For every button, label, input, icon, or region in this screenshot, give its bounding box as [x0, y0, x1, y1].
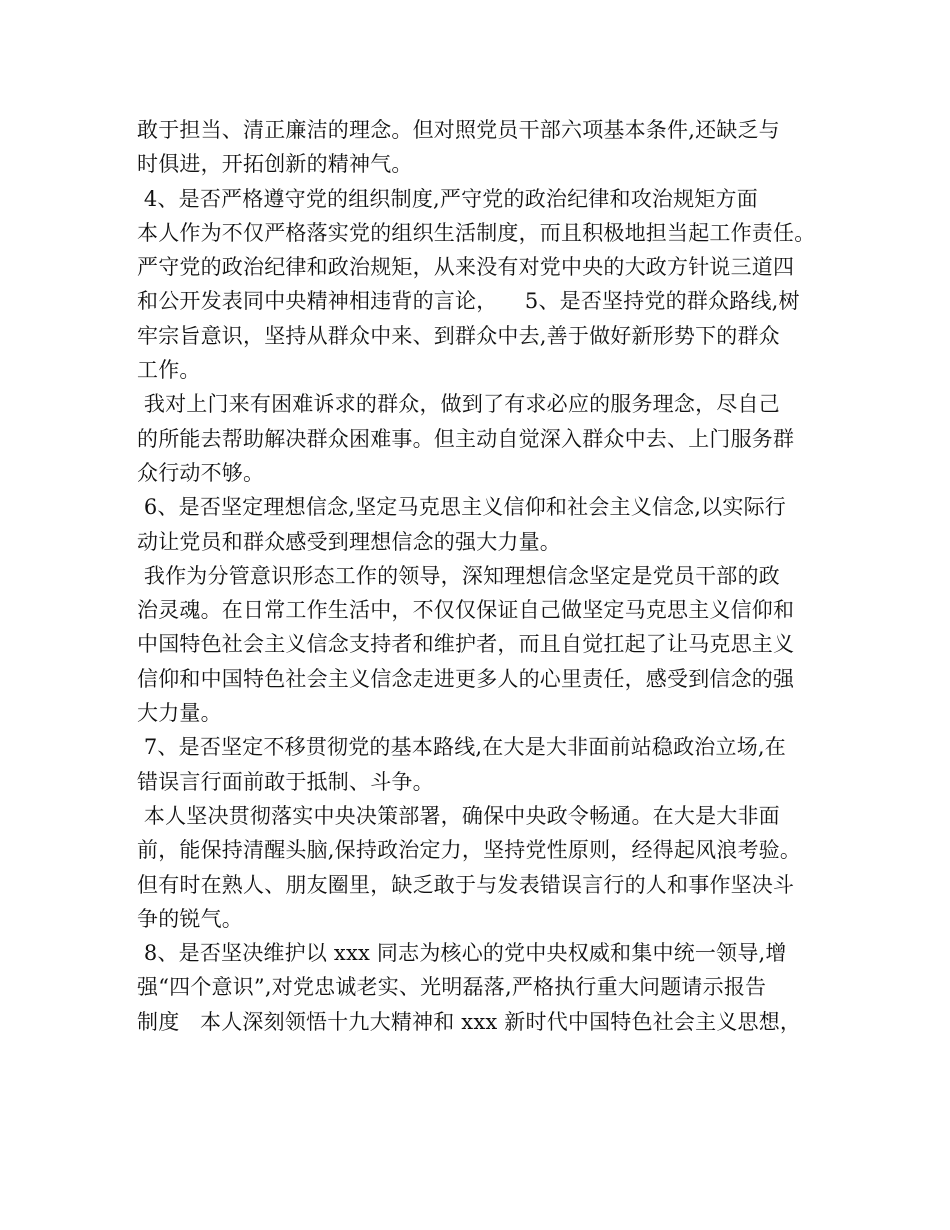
- text-line: 本人坚决贯彻落实中央决策部署，确保中央政令畅通。在大是大非面: [137, 803, 780, 828]
- text-line: 众行动不够。: [137, 460, 265, 485]
- text-line: 动让党员和群众感受到理想信念的强大力量。: [137, 529, 561, 554]
- text-line: 4、是否严格遵守党的组织制度,严守党的政治纪律和攻治规矩方面: [137, 186, 758, 211]
- text-line: 大力量。: [137, 701, 222, 726]
- text-line: 争的锐气。: [137, 906, 243, 931]
- text-line: 的所能去帮助解决群众困难事。但主动自觉深入群众中去、上门服务群: [137, 426, 795, 451]
- text-line: 我对上门来有困难诉求的群众，做到了有求必应的服务理念，尽自己: [137, 392, 780, 417]
- text-line: 牢宗旨意识，坚持从群众中来、到群众中去,善于做好新形势下的群众: [137, 323, 780, 348]
- text-line: 强“四个意识”,对党忠诚老实、光明磊落,严格执行重大问题请示报告: [137, 975, 767, 1000]
- text-line: 我作为分管意识形态工作的领导，深知理想信念坚定是党员干部的政: [137, 563, 780, 588]
- text-line: 敢于担当、清正廉洁的理念。但对照党员干部六项基本条件,还缺乏与: [137, 118, 780, 142]
- text-line: 信仰和中国特色社会主义信念走进更多人的心里责任，感受到信念的强: [137, 666, 795, 691]
- text-line: 工作。: [137, 358, 201, 383]
- text-line: 中国特色社会主义信念支持者和维护者，而且自觉扛起了让马克思主义: [137, 632, 795, 657]
- text-line: 6、是否坚定理想信念,坚定马克思主义信仰和社会主义信念,以实际行: [137, 495, 786, 520]
- text-line: 本人作为不仅严格落实党的组织生活制度，而且积极地担当起工作责任。: [137, 220, 816, 245]
- document-body: [137, 113, 837, 1039]
- text-line: 错误言行面前敢于抵制、斗争。: [137, 769, 434, 794]
- text-line: 前，能保持清醒头脑,保持政治定力，坚持党性原则，经得起风浪考验。: [137, 838, 802, 863]
- text-line: 治灵魂。在日常工作生活中，不仅仅保证自己做坚定马克思主义信仰和: [137, 598, 795, 623]
- text-line: 7、是否坚定不移贯彻党的基本路线,在大是大非面前站稳政治立场,在: [137, 735, 786, 760]
- text-line: 严守党的政治纪律和政治规矩，从来没有对党中央的大政方针说三道四: [137, 255, 795, 280]
- text-line: 但有时在熟人、朋友圈里，缺乏敢于与发表错误言行的人和事作坚决斗: [137, 872, 795, 897]
- text-line: 时俱进，开拓创新的精神气。: [137, 152, 413, 177]
- text-line: 8、是否坚决维护以 xxx 同志为核心的党中央权威和集中统一领导,增: [137, 941, 787, 966]
- text-line: 和公开发表同中央精神相违背的言论， 5、是否坚持党的群众路线,树: [137, 289, 800, 314]
- text-line: 制度 本人深刻领悟十九大精神和 xxx 新时代中国特色社会主义思想，: [137, 1009, 802, 1034]
